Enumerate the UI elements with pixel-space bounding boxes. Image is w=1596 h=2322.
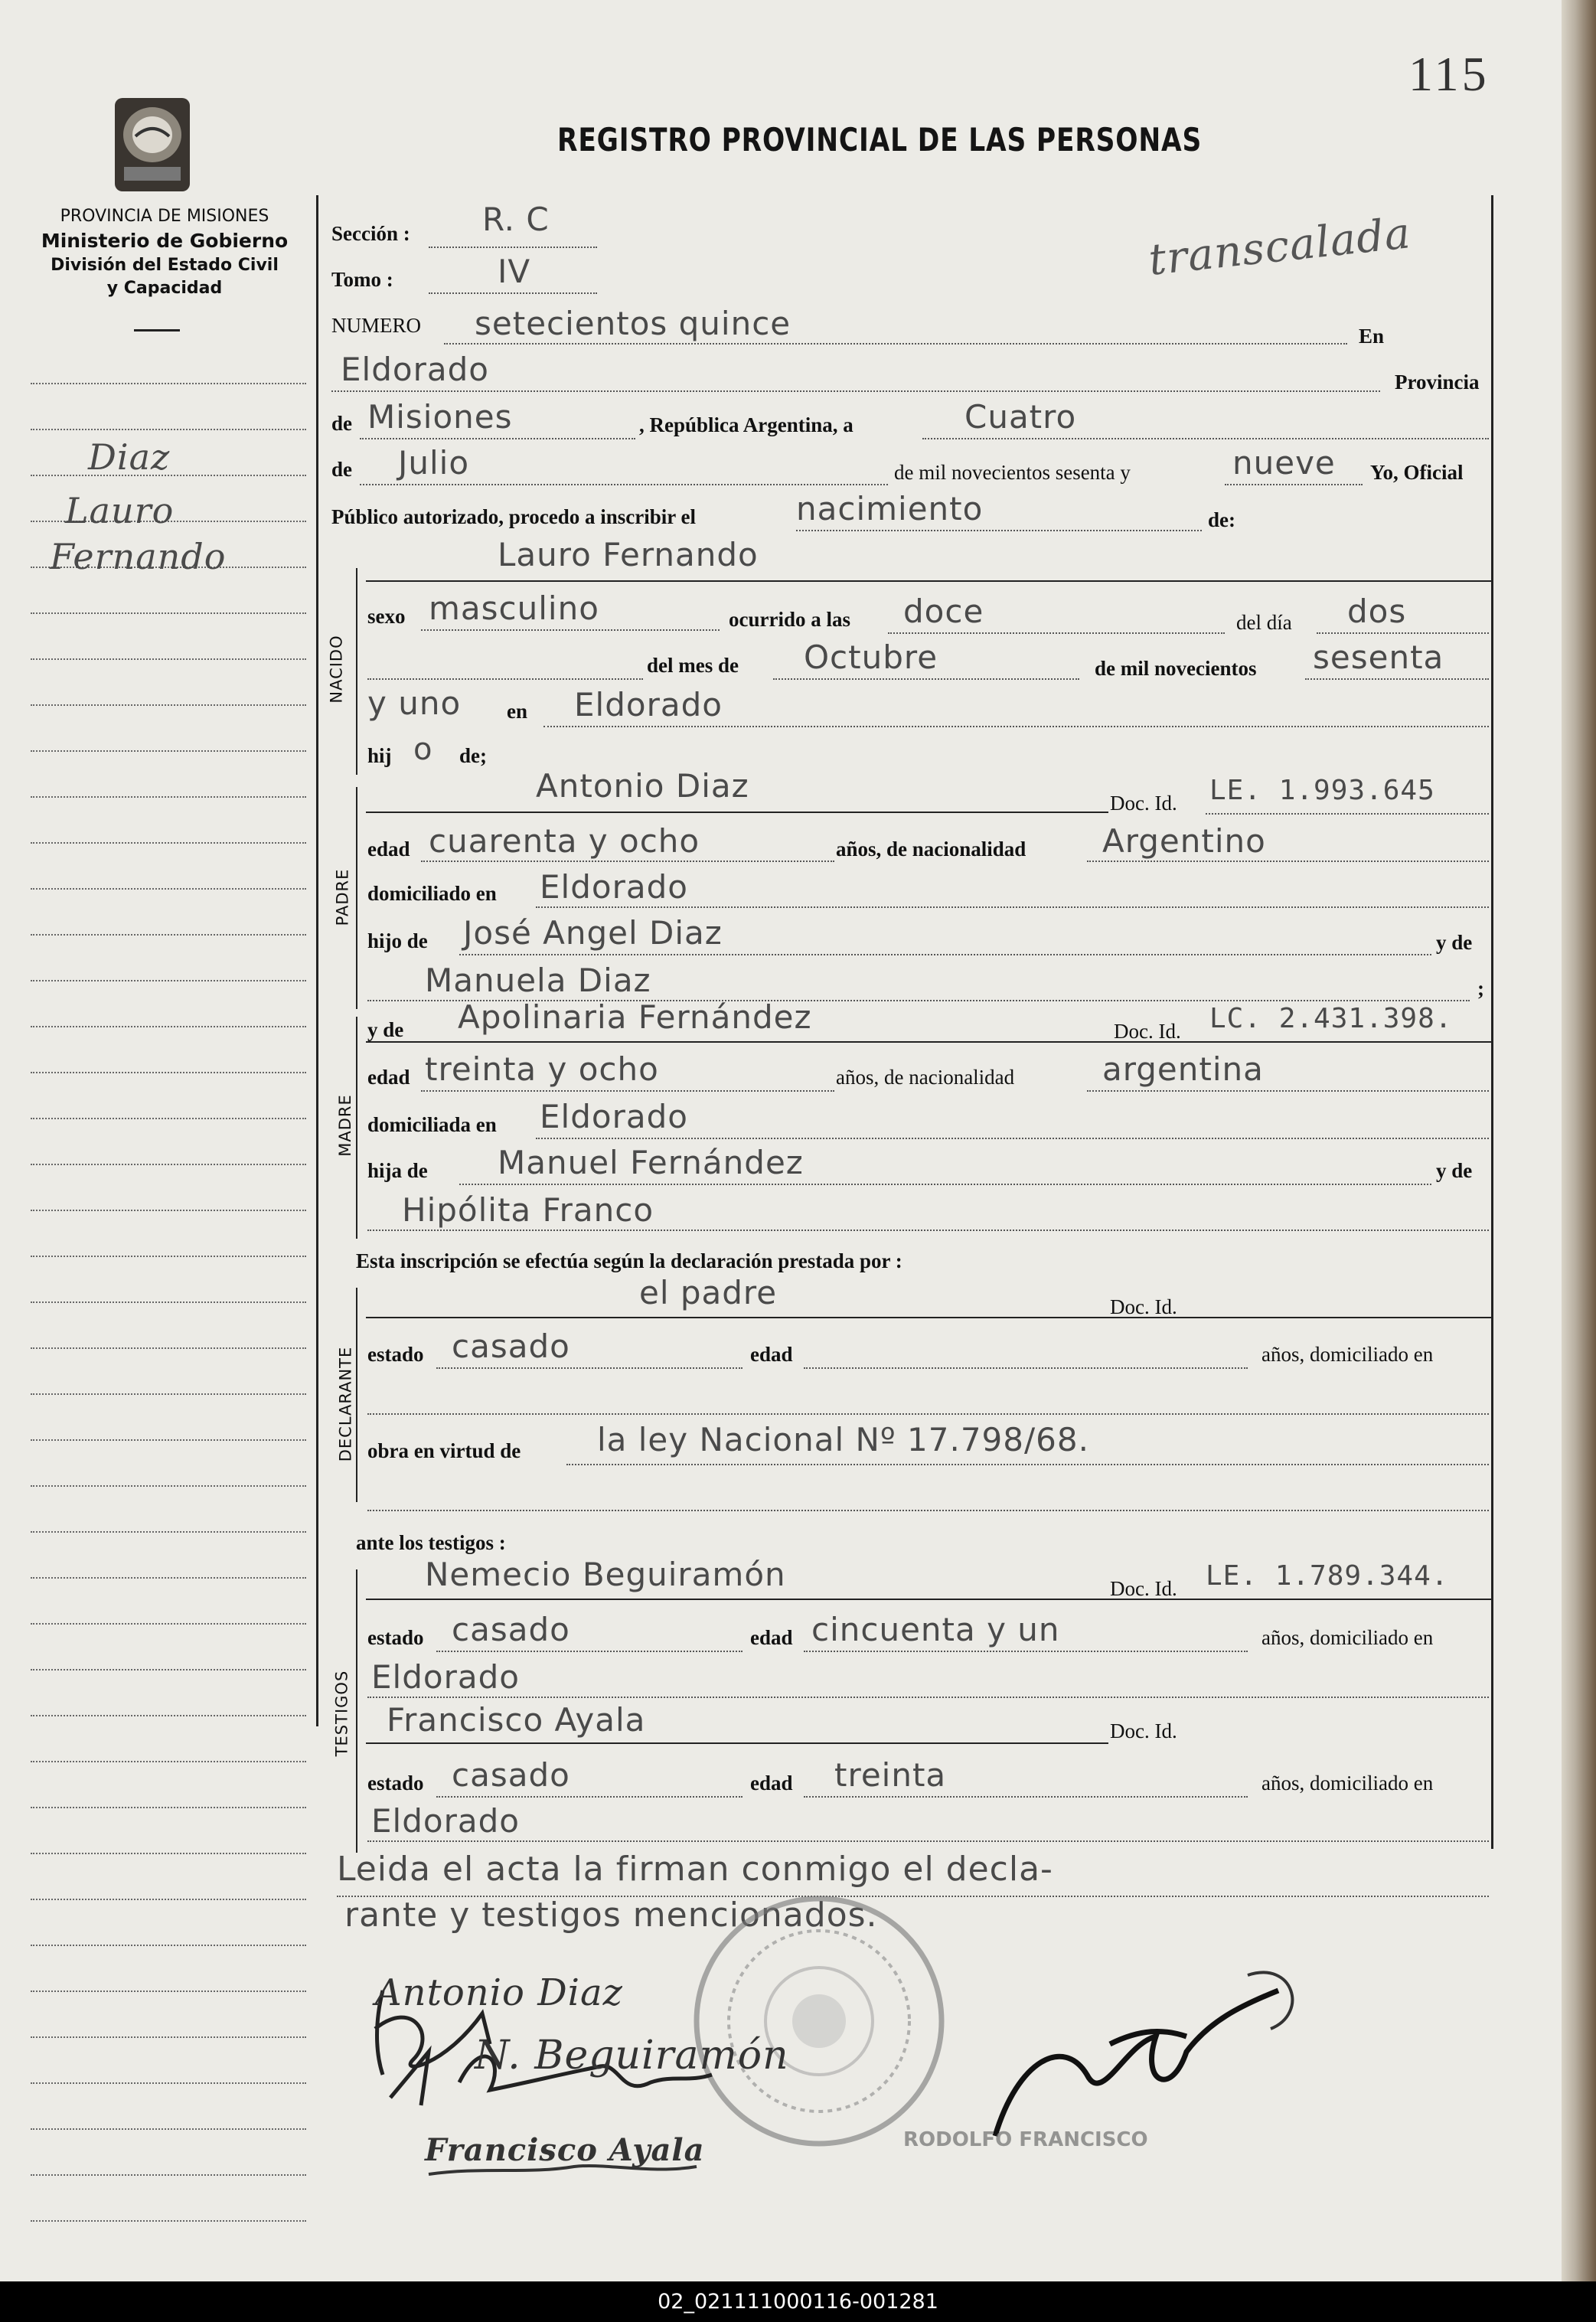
margin-rule <box>31 1393 306 1395</box>
seccion-line <box>429 247 597 248</box>
mes-line <box>773 678 1079 680</box>
margin-name-surname: Diaz <box>88 436 171 478</box>
signature-3-text: Francisco Ayala <box>425 2132 705 2168</box>
de-colon-label: de: <box>1208 508 1235 531</box>
anio-line <box>1305 678 1489 680</box>
abuela-mat-line <box>367 1230 1489 1231</box>
province-line-3: División del Estado Civil <box>51 256 279 275</box>
acto-value: nacimiento <box>796 490 984 527</box>
madre-bracket <box>356 1017 357 1239</box>
madre-nombre-value: Apolinaria Fernández <box>458 998 812 1036</box>
margin-rule <box>31 383 306 384</box>
declarante-estado-line <box>436 1367 743 1369</box>
hora-value: doce <box>903 593 984 630</box>
padre-dom-value: Eldorado <box>540 868 688 906</box>
madre-anios-label: años, de nacionalidad <box>836 1066 1015 1089</box>
madre-doc-label: Doc. Id. <box>1114 1020 1181 1043</box>
anio-value-2: y uno <box>367 684 462 722</box>
ante-testigos-label: ante los testigos : <box>356 1531 506 1554</box>
madre-doc-value: LC. 2.431.398. <box>1209 1003 1453 1034</box>
ley-value: la ley Nacional Nº 17.798/68. <box>597 1421 1089 1458</box>
margin-rule <box>31 1026 306 1027</box>
testigo1-anios-label: años, domiciliado en <box>1261 1626 1434 1649</box>
sexo-value: masculino <box>429 589 599 627</box>
margin-rule <box>31 429 306 430</box>
testigo2-estado-value: casado <box>452 1756 570 1794</box>
nombre-line <box>366 580 1491 582</box>
margin-rule <box>31 1715 306 1716</box>
left-vertical-border <box>316 195 318 1726</box>
testigo1-edad-value: cincuenta y un <box>811 1611 1060 1648</box>
province-line-1: PROVINCIA DE MISIONES <box>60 207 269 226</box>
testigo2-edad-value: treinta <box>834 1756 947 1794</box>
testigo1-value: Nemecio Beguiramón <box>425 1556 786 1593</box>
madre-nac-line <box>1087 1090 1489 1092</box>
testigo1-dom-line <box>367 1697 1489 1698</box>
dia-acta-line <box>922 438 1489 439</box>
padre-bracket <box>356 787 357 1009</box>
abuelo-mat-line <box>459 1184 1431 1185</box>
declarante-value: el padre <box>639 1274 778 1311</box>
madre-nac-value: argentina <box>1102 1050 1264 1088</box>
numero-label: NUMERO <box>331 314 422 337</box>
ocurrido-label: ocurrido a las <box>729 608 850 631</box>
margin-rule <box>31 1623 306 1625</box>
closing-line-1: Leida el acta la firman conmigo el decla- <box>337 1850 1053 1889</box>
testigo2-line <box>366 1742 1108 1744</box>
mes-acta-value: Julio <box>398 444 470 482</box>
testigo2-dom-line <box>367 1840 1489 1842</box>
margin-rule <box>31 1301 306 1303</box>
declarante-dom-line <box>367 1413 1489 1415</box>
ley-line <box>566 1464 1489 1465</box>
declarante-estado-label: estado <box>367 1343 424 1366</box>
padre-doc-line <box>1206 813 1489 815</box>
testigo1-estado-line <box>436 1651 743 1652</box>
provincia-line <box>360 438 635 439</box>
testigo2-anios-label: años, domiciliado en <box>1261 1772 1434 1795</box>
dia-line <box>1317 632 1489 634</box>
testigo1-doc-label: Doc. Id. <box>1110 1577 1177 1600</box>
padre-anios-label: años, de nacionalidad <box>836 838 1026 861</box>
margin-rule <box>31 658 306 660</box>
anio-value-1: sesenta <box>1313 638 1444 676</box>
margin-rule <box>31 1899 306 1900</box>
margin-rule <box>31 704 306 706</box>
margin-rule <box>31 980 306 981</box>
y-de-label-2: y de <box>1436 1159 1473 1182</box>
margin-name-first: Lauro <box>65 490 175 531</box>
right-vertical-border <box>1491 195 1493 1849</box>
padre-side-label: PADRE <box>333 868 352 926</box>
margin-rule <box>31 1072 306 1073</box>
tomo-line <box>429 292 597 294</box>
padre-doc-label: Doc. Id. <box>1110 792 1177 815</box>
madre-dom-value: Eldorado <box>540 1098 688 1135</box>
declarante-line <box>366 1317 1491 1318</box>
mes-pre-line <box>367 678 643 680</box>
testigo1-estado-label: estado <box>367 1626 424 1649</box>
coat-of-arms-icon <box>109 90 196 198</box>
margin-rule <box>31 2036 306 2038</box>
declarante-doc-label: Doc. Id. <box>1110 1295 1177 1318</box>
padre-dom-line <box>536 906 1489 908</box>
hij-suffix: o <box>413 732 433 767</box>
margin-rule <box>31 1945 306 1946</box>
margin-rule <box>31 934 306 936</box>
padre-domiciliado-label: domiciliado en <box>367 882 497 905</box>
signature-2-text: N. Beguiramón <box>475 2033 789 2079</box>
stamp-name: RODOLFO FRANCISCO <box>903 2128 1148 2151</box>
margin-note: transcalada <box>1146 208 1414 286</box>
madre-edad-value: treinta y ocho <box>425 1050 659 1088</box>
margin-rule <box>31 1164 306 1165</box>
hija-de-label: hija de <box>367 1159 428 1182</box>
margin-rule <box>31 1577 306 1579</box>
declarante-edad-line <box>804 1367 1248 1369</box>
margin-rule <box>31 842 306 844</box>
declarante-side-label: DECLARANTE <box>336 1346 355 1462</box>
padre-nac-value: Argentino <box>1102 822 1266 860</box>
hijo-de-label: hijo de <box>367 929 428 952</box>
anio-acta-line <box>1225 484 1363 485</box>
de-label-2: de <box>331 458 352 481</box>
province-line-4: y Capacidad <box>106 279 223 298</box>
margin-rule <box>31 750 306 752</box>
semicolon: ; <box>1477 977 1484 1000</box>
abuelo-mat-value: Manuel Fernández <box>498 1144 804 1181</box>
testigos-side-label: TESTIGOS <box>332 1670 351 1757</box>
margin-rule <box>31 1347 306 1349</box>
padre-edad-label: edad <box>367 838 410 861</box>
de-mil-label: de mil novecientos sesenta y <box>894 461 1131 484</box>
padre-nombre-value: Antonio Diaz <box>536 767 749 805</box>
image-id-footer: 02_021111000116-001281 <box>0 2281 1596 2322</box>
declarante-edad-label: edad <box>750 1343 793 1366</box>
closing-line-2: rante y testigos mencionados. <box>344 1896 878 1935</box>
page-number: 115 <box>1408 47 1490 101</box>
tomo-value: IV <box>498 253 531 290</box>
padre-doc-value: LE. 1.993.645 <box>1209 775 1435 806</box>
madre-dom-line <box>536 1138 1489 1139</box>
abuela-pat-value: Manuela Diaz <box>425 962 651 999</box>
margin-rule <box>31 1807 306 1808</box>
margin-rule <box>31 2220 306 2222</box>
numero-value: setecientos quince <box>475 305 791 342</box>
provincia-value: Misiones <box>367 398 513 436</box>
padre-edad-value: cuarenta y ocho <box>429 822 700 860</box>
margin-rule <box>31 796 306 798</box>
testigo1-line <box>366 1599 1491 1600</box>
mes-acta-line <box>360 484 888 485</box>
margin-name-second: Fernando <box>50 536 227 577</box>
provincia-label: Provincia <box>1395 371 1480 394</box>
acto-line <box>796 530 1202 531</box>
de-mil-novecientos-label: de mil novecientos <box>1095 657 1257 680</box>
margin-rule <box>31 1439 306 1441</box>
del-mes-label: del mes de <box>647 654 739 677</box>
margin-rule <box>31 1118 306 1119</box>
madre-edad-label: edad <box>367 1066 410 1089</box>
document-title: REGISTRO PROVINCIAL DE LAS PERSONAS <box>557 121 1203 158</box>
sexo-line <box>421 629 720 631</box>
declarante-anios-label: años, domiciliado en <box>1261 1343 1434 1366</box>
margin-rule <box>31 1256 306 1257</box>
abuelo-pat-line <box>459 954 1431 955</box>
nacido-bracket <box>356 568 357 775</box>
madre-y-de-label: y de <box>367 1018 404 1041</box>
madre-side-label: MADRE <box>335 1094 354 1157</box>
testigo2-edad-line <box>804 1796 1248 1798</box>
hora-line <box>888 632 1225 634</box>
dia-acta-value: Cuatro <box>964 398 1077 436</box>
seccion-value: R. C <box>482 201 550 238</box>
madre-edad-line <box>421 1090 834 1092</box>
margin-rule <box>31 2082 306 2084</box>
madre-nombre-line <box>366 1041 1491 1043</box>
margin-rule <box>31 2174 306 2176</box>
margin-rule <box>31 1210 306 1211</box>
en-label: En <box>1359 325 1385 348</box>
de-semicolon-label: de; <box>459 744 487 767</box>
book-edge <box>1562 0 1596 2281</box>
testigo2-doc-label: Doc. Id. <box>1110 1719 1177 1742</box>
margin-rule <box>31 1761 306 1762</box>
margin-rule <box>31 888 306 890</box>
margin-rule <box>31 2128 306 2130</box>
abuelo-pat-value: José Angel Diaz <box>463 914 723 952</box>
nacido-side-label: NACIDO <box>327 635 346 704</box>
testigo1-doc-value: LE. 1.789.344. <box>1206 1560 1449 1592</box>
testigos-bracket <box>356 1569 357 1853</box>
testigo1-estado-value: casado <box>452 1611 570 1648</box>
margin-rule <box>31 1991 306 1992</box>
testigo2-estado-label: estado <box>367 1772 424 1795</box>
en-label-2: en <box>507 700 527 723</box>
margin-rule <box>31 1669 306 1670</box>
margin-rule <box>31 1853 306 1854</box>
publico-label: Público autorizado, procedo a inscribir el <box>331 505 696 528</box>
madre-domiciliada-label: domiciliada en <box>367 1113 497 1136</box>
mes-value: Octubre <box>804 638 938 676</box>
signature-1-text: Antonio Diaz <box>375 1971 623 2014</box>
republica-label: , República Argentina, a <box>639 413 853 436</box>
declarante-extra-line <box>367 1510 1489 1511</box>
testigo1-edad-line <box>804 1651 1248 1652</box>
margin-rule <box>31 1485 306 1487</box>
lugar-nac-line <box>543 726 1489 727</box>
del-dia-label: del día <box>1236 611 1292 634</box>
lugar-value: Eldorado <box>341 351 489 388</box>
de-label-1: de <box>331 412 352 435</box>
margin-rule <box>31 1531 306 1533</box>
testigo2-value: Francisco Ayala <box>387 1701 646 1739</box>
y-de-label-1: y de <box>1436 931 1473 954</box>
margin-rule <box>31 612 306 614</box>
padre-nac-line <box>1087 861 1489 862</box>
obra-label: obra en virtud de <box>367 1439 521 1462</box>
yo-oficial-label: Yo, Oficial <box>1370 461 1464 484</box>
declarante-estado-value: casado <box>452 1328 570 1365</box>
province-line-2: Ministerio de Gobierno <box>41 230 289 252</box>
testigo1-dom-value: Eldorado <box>371 1658 520 1696</box>
anio-acta-value: nueve <box>1232 444 1336 482</box>
lugar-line <box>331 390 1380 392</box>
testigo2-dom-value: Eldorado <box>371 1802 520 1840</box>
seccion-label: Sección : <box>331 222 410 245</box>
abuela-mat-value: Hipólita Franco <box>402 1191 654 1229</box>
testigo2-edad-label: edad <box>750 1772 793 1795</box>
testigo2-estado-line <box>436 1796 743 1798</box>
declaracion-label: Esta inscripción se efectúa según la declaración prestada por : <box>356 1249 902 1272</box>
dia-value: dos <box>1347 593 1407 630</box>
padre-nombre-line <box>366 812 1108 813</box>
numero-line <box>444 343 1347 345</box>
sexo-label: sexo <box>367 605 406 628</box>
divider <box>134 329 180 331</box>
declarante-bracket <box>356 1288 357 1502</box>
lugar-nac-value: Eldorado <box>574 686 723 723</box>
nombre-value: Lauro Fernando <box>498 536 759 573</box>
tomo-label: Tomo : <box>331 268 393 291</box>
hij-label: hij <box>367 744 392 767</box>
padre-edad-line <box>421 861 834 862</box>
testigo1-edad-label: edad <box>750 1626 793 1649</box>
